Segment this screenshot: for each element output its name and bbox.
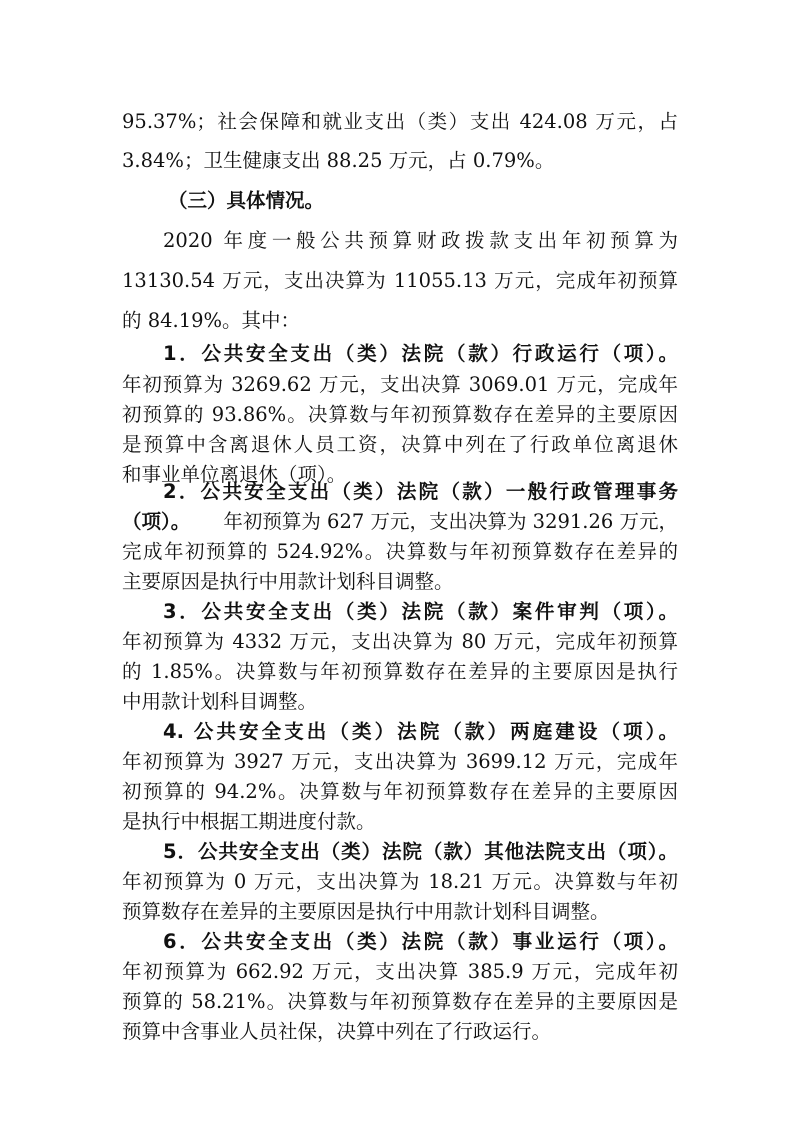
item-line: 的 1.85%。决算数与年初预算数存在差异的主要原因是执行 [122, 660, 678, 683]
intro-line: 3.84%；卫生健康支出 88.25 万元，占 0.79%。 [122, 149, 555, 172]
item-line [122, 510, 678, 534]
item-heading-continued: （项）。 [122, 510, 191, 533]
item-heading: 4. 公共安全支出（类）法院（款）两庭建设（项）。 [163, 720, 678, 743]
item-line: 年初预算为 4332 万元，支出决算为 80 万元，完成年初预算 [122, 630, 678, 653]
item-line: 预算的 58.21%。决算数与年初预算数存在差异的主要原因是 [122, 990, 678, 1013]
item-heading: 3．公共安全支出（类）法院（款）案件审判（项）。 [163, 600, 678, 623]
item-line: 完成年初预算的 524.92%。决算数与年初预算数存在差异的 [122, 540, 678, 563]
summary-line: 2020 年度一般公共预算财政拨款支出年初预算为 [163, 229, 678, 252]
item-line: 是预算中含离退休人员工资，决算中列在了行政单位离退休 [122, 433, 678, 456]
summary-line: 13130.54 万元，支出决算为 11055.13 万元，完成年初预算 [122, 269, 678, 292]
item-line: 初预算的 93.86%。决算数与年初预算数存在差异的主要原因 [122, 403, 678, 426]
item-line: 年初预算为 3927 万元，支出决算为 3699.12 万元，完成年 [122, 750, 678, 773]
summary-line: 的 84.19%。其中： [122, 309, 301, 332]
item-heading: 5．公共安全支出（类）法院（款）其他法院支出（项）。 [163, 840, 678, 863]
item-line: 年初预算为 3269.62 万元，支出决算 3069.01 万元，完成年 [122, 373, 678, 396]
item-line: 初预算的 94.2%。决算数与年初预算数存在差异的主要原因 [122, 780, 678, 803]
item-line-tail: 年初预算为 627 万元，支出决算为 3291.26 万元， [223, 510, 678, 533]
section-heading: （三）具体情况。 [168, 189, 325, 212]
item-heading: 1．公共安全支出（类）法院（款）行政运行（项）。 [163, 342, 678, 365]
intro-line: 95.37%；社会保障和就业支出（类）支出 424.08 万元，占 [122, 110, 678, 133]
item-line: 主要原因是执行中用款计划科目调整。 [122, 570, 454, 593]
item-line: 是执行中根据工期进度付款。 [122, 810, 376, 833]
item-heading: 6．公共安全支出（类）法院（款）事业运行（项）。 [163, 930, 678, 953]
item-heading: 2．公共安全支出（类）法院（款）一般行政管理事务 [163, 480, 678, 503]
item-line: 中用款计划科目调整。 [122, 690, 318, 713]
item-line: 年初预算为 0 万元，支出决算为 18.21 万元。决算数与年初 [122, 870, 678, 893]
item-line: 年初预算为 662.92 万元，支出决算 385.9 万元，完成年初 [122, 960, 678, 983]
item-line: 预算中含事业人员社保，决算中列在了行政运行。 [122, 1020, 552, 1043]
item-line: 和事业单位离退休（项）。 [122, 463, 347, 486]
item-line: 预算数存在差异的主要原因是执行中用款计划科目调整。 [122, 900, 610, 923]
